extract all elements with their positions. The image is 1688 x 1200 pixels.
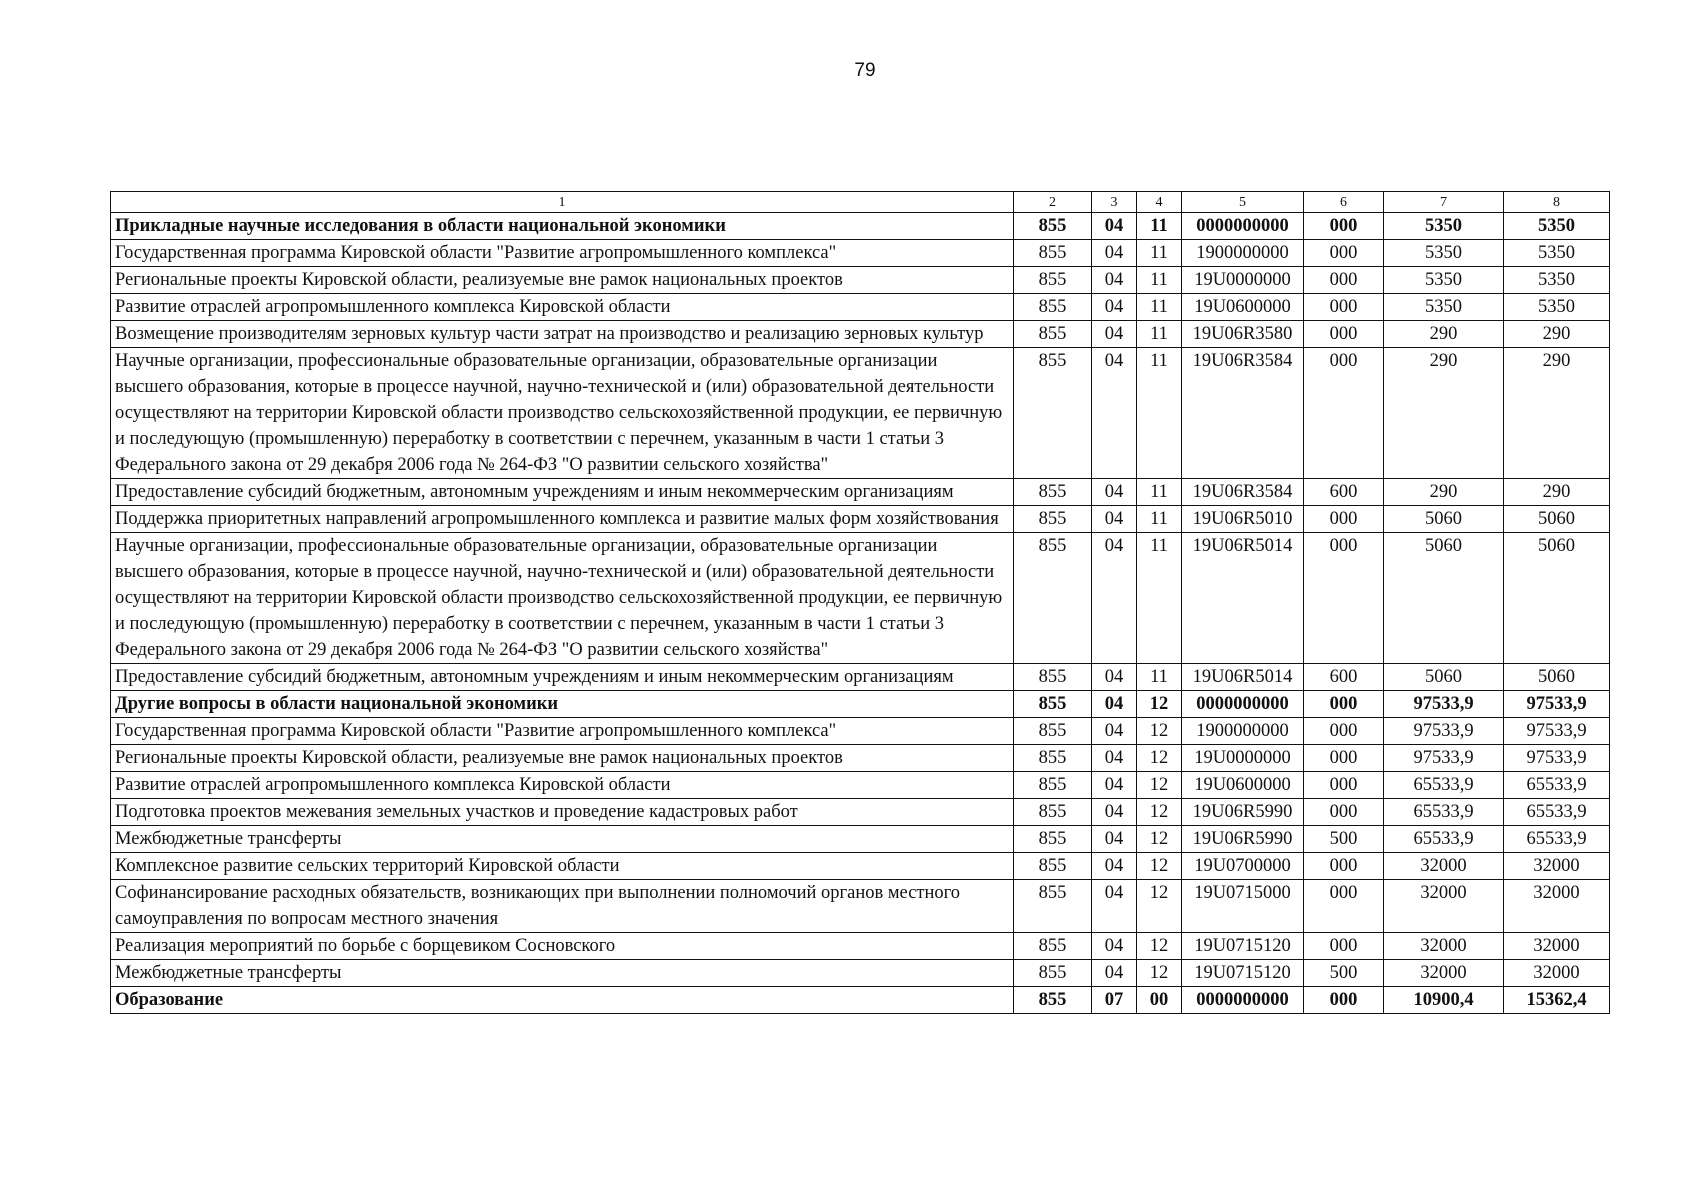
cell-3: 04 bbox=[1092, 691, 1137, 718]
cell-5: 1900000000 bbox=[1182, 240, 1304, 267]
cell-4: 12 bbox=[1137, 718, 1182, 745]
cell-4: 11 bbox=[1137, 533, 1182, 664]
cell-8: 32000 bbox=[1504, 880, 1610, 933]
row-name: Комплексное развитие сельских территорий Кировской области bbox=[111, 853, 1014, 880]
column-header: 8 bbox=[1504, 192, 1610, 213]
cell-2: 855 bbox=[1014, 506, 1092, 533]
row-name: Поддержка приоритетных направлений агропромышленного комплекса и развитие малых форм хозяйствования bbox=[111, 506, 1014, 533]
cell-3: 04 bbox=[1092, 826, 1137, 853]
cell-5: 19U06R3584 bbox=[1182, 479, 1304, 506]
cell-3: 07 bbox=[1092, 987, 1137, 1014]
cell-5: 0000000000 bbox=[1182, 987, 1304, 1014]
cell-3: 04 bbox=[1092, 348, 1137, 479]
cell-4: 12 bbox=[1137, 799, 1182, 826]
cell-4: 12 bbox=[1137, 826, 1182, 853]
cell-5: 19U06R5014 bbox=[1182, 533, 1304, 664]
cell-8: 290 bbox=[1504, 321, 1610, 348]
table-row bbox=[111, 960, 1610, 987]
cell-3: 04 bbox=[1092, 880, 1137, 933]
cell-2: 855 bbox=[1014, 533, 1092, 664]
cell-7: 97533,9 bbox=[1384, 745, 1504, 772]
cell-7: 5350 bbox=[1384, 267, 1504, 294]
cell-8: 97533,9 bbox=[1504, 691, 1610, 718]
cell-5: 19U06R5990 bbox=[1182, 826, 1304, 853]
table-row bbox=[111, 853, 1610, 880]
row-name: Межбюджетные трансферты bbox=[111, 826, 1014, 853]
cell-3: 04 bbox=[1092, 772, 1137, 799]
table-row bbox=[111, 933, 1610, 960]
row-name: Предоставление субсидий бюджетным, автономным учреждениям и иным некоммерческим организациям bbox=[111, 664, 1014, 691]
cell-6: 600 bbox=[1304, 664, 1384, 691]
cell-3: 04 bbox=[1092, 718, 1137, 745]
cell-7: 290 bbox=[1384, 321, 1504, 348]
table-row bbox=[111, 240, 1610, 267]
cell-8: 5350 bbox=[1504, 213, 1610, 240]
cell-5: 19U0715120 bbox=[1182, 933, 1304, 960]
table-row bbox=[111, 533, 1610, 664]
cell-5: 19U06R3580 bbox=[1182, 321, 1304, 348]
cell-2: 855 bbox=[1014, 267, 1092, 294]
cell-5: 19U06R5990 bbox=[1182, 799, 1304, 826]
table-row bbox=[111, 826, 1610, 853]
cell-2: 855 bbox=[1014, 987, 1092, 1014]
cell-6: 000 bbox=[1304, 294, 1384, 321]
table-row bbox=[111, 213, 1610, 240]
cell-8: 5350 bbox=[1504, 240, 1610, 267]
cell-2: 855 bbox=[1014, 213, 1092, 240]
row-name: Реализация мероприятий по борьбе с борщевиком Сосновского bbox=[111, 933, 1014, 960]
cell-8: 5060 bbox=[1504, 664, 1610, 691]
cell-4: 11 bbox=[1137, 664, 1182, 691]
cell-7: 5060 bbox=[1384, 664, 1504, 691]
cell-3: 04 bbox=[1092, 960, 1137, 987]
cell-2: 855 bbox=[1014, 826, 1092, 853]
row-name: Другие вопросы в области национальной экономики bbox=[111, 691, 1014, 718]
cell-2: 855 bbox=[1014, 933, 1092, 960]
cell-4: 11 bbox=[1137, 240, 1182, 267]
cell-6: 500 bbox=[1304, 826, 1384, 853]
table-row bbox=[111, 718, 1610, 745]
cell-4: 11 bbox=[1137, 294, 1182, 321]
cell-4: 12 bbox=[1137, 880, 1182, 933]
cell-7: 97533,9 bbox=[1384, 691, 1504, 718]
cell-2: 855 bbox=[1014, 718, 1092, 745]
row-name: Развитие отраслей агропромышленного комплекса Кировской области bbox=[111, 294, 1014, 321]
header-row bbox=[111, 192, 1610, 213]
cell-2: 855 bbox=[1014, 691, 1092, 718]
cell-6: 600 bbox=[1304, 479, 1384, 506]
cell-8: 32000 bbox=[1504, 960, 1610, 987]
cell-6: 000 bbox=[1304, 772, 1384, 799]
row-name: Научные организации, профессиональные образовательные организации, образовательные организации высшего образования, которые в процессе научной, научно-технической и (или) образовательной деятельности осуществляют на территории Кировской области производство сельскохозяйственной продукции, ее первичную и последующую (промышленную) переработку в соответствии с перечнем, указанным в части 1 статьи 3 Федерального закона от 29 декабря 2006 года № 264-ФЗ "О развитии сельского хозяйства" bbox=[111, 348, 1014, 479]
cell-6: 000 bbox=[1304, 933, 1384, 960]
cell-7: 5060 bbox=[1384, 533, 1504, 664]
cell-3: 04 bbox=[1092, 533, 1137, 664]
table-row bbox=[111, 294, 1610, 321]
cell-4: 12 bbox=[1137, 853, 1182, 880]
cell-6: 000 bbox=[1304, 240, 1384, 267]
cell-2: 855 bbox=[1014, 745, 1092, 772]
column-header: 7 bbox=[1384, 192, 1504, 213]
cell-8: 97533,9 bbox=[1504, 745, 1610, 772]
cell-3: 04 bbox=[1092, 933, 1137, 960]
cell-8: 65533,9 bbox=[1504, 799, 1610, 826]
cell-2: 855 bbox=[1014, 240, 1092, 267]
cell-6: 000 bbox=[1304, 321, 1384, 348]
cell-2: 855 bbox=[1014, 799, 1092, 826]
cell-2: 855 bbox=[1014, 853, 1092, 880]
cell-5: 19U0600000 bbox=[1182, 772, 1304, 799]
column-header: 2 bbox=[1014, 192, 1092, 213]
cell-4: 12 bbox=[1137, 933, 1182, 960]
cell-2: 855 bbox=[1014, 664, 1092, 691]
cell-7: 97533,9 bbox=[1384, 718, 1504, 745]
table-row bbox=[111, 321, 1610, 348]
table-row bbox=[111, 506, 1610, 533]
cell-6: 000 bbox=[1304, 348, 1384, 479]
cell-6: 000 bbox=[1304, 506, 1384, 533]
row-name: Межбюджетные трансферты bbox=[111, 960, 1014, 987]
row-name: Подготовка проектов межевания земельных участков и проведение кадастровых работ bbox=[111, 799, 1014, 826]
cell-5: 19U0715000 bbox=[1182, 880, 1304, 933]
cell-7: 5060 bbox=[1384, 506, 1504, 533]
cell-6: 000 bbox=[1304, 853, 1384, 880]
cell-4: 11 bbox=[1137, 506, 1182, 533]
cell-4: 11 bbox=[1137, 267, 1182, 294]
row-name: Региональные проекты Кировской области, реализуемые вне рамок национальных проектов bbox=[111, 745, 1014, 772]
cell-8: 290 bbox=[1504, 348, 1610, 479]
cell-5: 19U0715120 bbox=[1182, 960, 1304, 987]
cell-7: 290 bbox=[1384, 479, 1504, 506]
table-row bbox=[111, 799, 1610, 826]
cell-2: 855 bbox=[1014, 880, 1092, 933]
cell-3: 04 bbox=[1092, 799, 1137, 826]
cell-8: 290 bbox=[1504, 479, 1610, 506]
cell-4: 11 bbox=[1137, 321, 1182, 348]
cell-6: 000 bbox=[1304, 880, 1384, 933]
cell-7: 32000 bbox=[1384, 853, 1504, 880]
table-row bbox=[111, 479, 1610, 506]
cell-7: 5350 bbox=[1384, 294, 1504, 321]
cell-6: 000 bbox=[1304, 987, 1384, 1014]
cell-7: 32000 bbox=[1384, 880, 1504, 933]
cell-6: 000 bbox=[1304, 691, 1384, 718]
page-number: 79 bbox=[854, 60, 876, 81]
cell-3: 04 bbox=[1092, 321, 1137, 348]
cell-8: 5350 bbox=[1504, 294, 1610, 321]
cell-2: 855 bbox=[1014, 479, 1092, 506]
column-header: 1 bbox=[111, 192, 1014, 213]
cell-8: 15362,4 bbox=[1504, 987, 1610, 1014]
column-header: 5 bbox=[1182, 192, 1304, 213]
column-header: 6 bbox=[1304, 192, 1384, 213]
cell-7: 5350 bbox=[1384, 213, 1504, 240]
cell-4: 11 bbox=[1137, 479, 1182, 506]
cell-7: 5350 bbox=[1384, 240, 1504, 267]
column-header: 4 bbox=[1137, 192, 1182, 213]
cell-8: 5060 bbox=[1504, 506, 1610, 533]
cell-7: 32000 bbox=[1384, 933, 1504, 960]
cell-5: 19U0000000 bbox=[1182, 267, 1304, 294]
cell-8: 5060 bbox=[1504, 533, 1610, 664]
cell-4: 12 bbox=[1137, 960, 1182, 987]
cell-5: 19U06R5010 bbox=[1182, 506, 1304, 533]
cell-2: 855 bbox=[1014, 960, 1092, 987]
cell-7: 65533,9 bbox=[1384, 799, 1504, 826]
cell-3: 04 bbox=[1092, 267, 1137, 294]
cell-8: 5350 bbox=[1504, 267, 1610, 294]
cell-7: 290 bbox=[1384, 348, 1504, 479]
row-name: Развитие отраслей агропромышленного комплекса Кировской области bbox=[111, 772, 1014, 799]
cell-6: 000 bbox=[1304, 533, 1384, 664]
cell-5: 19U0600000 bbox=[1182, 294, 1304, 321]
cell-8: 97533,9 bbox=[1504, 718, 1610, 745]
cell-5: 19U0700000 bbox=[1182, 853, 1304, 880]
cell-6: 000 bbox=[1304, 213, 1384, 240]
cell-4: 12 bbox=[1137, 691, 1182, 718]
row-name: Софинансирование расходных обязательств, возникающих при выполнении полномочий органов местного самоуправления по вопросам местного значения bbox=[111, 880, 1014, 933]
cell-8: 32000 bbox=[1504, 933, 1610, 960]
row-name: Предоставление субсидий бюджетным, автономным учреждениям и иным некоммерческим организациям bbox=[111, 479, 1014, 506]
cell-3: 04 bbox=[1092, 853, 1137, 880]
row-name: Научные организации, профессиональные образовательные организации, образовательные организации высшего образования, которые в процессе научной, научно-технической и (или) образовательной деятельности осуществляют на территории Кировской области производство сельскохозяйственной продукции, ее первичную и последующую (промышленную) переработку в соответствии с перечнем, указанным в части 1 статьи 3 Федерального закона от 29 декабря 2006 года № 264-ФЗ "О развитии сельского хозяйства" bbox=[111, 533, 1014, 664]
cell-5: 19U0000000 bbox=[1182, 745, 1304, 772]
row-name: Прикладные научные исследования в области национальной экономики bbox=[111, 213, 1014, 240]
cell-3: 04 bbox=[1092, 240, 1137, 267]
cell-3: 04 bbox=[1092, 506, 1137, 533]
cell-2: 855 bbox=[1014, 348, 1092, 479]
table-row bbox=[111, 880, 1610, 933]
column-header: 3 bbox=[1092, 192, 1137, 213]
budget-table bbox=[110, 191, 1610, 1014]
row-name: Возмещение производителям зерновых культур части затрат на производство и реализацию зерновых культур bbox=[111, 321, 1014, 348]
table-body bbox=[111, 213, 1610, 1014]
cell-2: 855 bbox=[1014, 772, 1092, 799]
cell-6: 000 bbox=[1304, 718, 1384, 745]
cell-6: 000 bbox=[1304, 799, 1384, 826]
cell-3: 04 bbox=[1092, 213, 1137, 240]
cell-7: 65533,9 bbox=[1384, 826, 1504, 853]
table-row bbox=[111, 267, 1610, 294]
table-row bbox=[111, 745, 1610, 772]
cell-5: 0000000000 bbox=[1182, 213, 1304, 240]
cell-4: 12 bbox=[1137, 772, 1182, 799]
cell-7: 10900,4 bbox=[1384, 987, 1504, 1014]
row-name: Региональные проекты Кировской области, реализуемые вне рамок национальных проектов bbox=[111, 267, 1014, 294]
cell-5: 19U06R3584 bbox=[1182, 348, 1304, 479]
cell-6: 500 bbox=[1304, 960, 1384, 987]
cell-3: 04 bbox=[1092, 745, 1137, 772]
cell-5: 19U06R5014 bbox=[1182, 664, 1304, 691]
cell-4: 11 bbox=[1137, 213, 1182, 240]
cell-6: 000 bbox=[1304, 267, 1384, 294]
cell-4: 12 bbox=[1137, 745, 1182, 772]
table-row bbox=[111, 987, 1610, 1014]
cell-8: 65533,9 bbox=[1504, 826, 1610, 853]
cell-8: 65533,9 bbox=[1504, 772, 1610, 799]
row-name: Образование bbox=[111, 987, 1014, 1014]
table-row bbox=[111, 691, 1610, 718]
cell-4: 11 bbox=[1137, 348, 1182, 479]
row-name: Государственная программа Кировской области "Развитие агропромышленного комплекса" bbox=[111, 240, 1014, 267]
cell-5: 0000000000 bbox=[1182, 691, 1304, 718]
cell-7: 65533,9 bbox=[1384, 772, 1504, 799]
cell-2: 855 bbox=[1014, 294, 1092, 321]
row-name: Государственная программа Кировской области "Развитие агропромышленного комплекса" bbox=[111, 718, 1014, 745]
cell-3: 04 bbox=[1092, 294, 1137, 321]
cell-5: 1900000000 bbox=[1182, 718, 1304, 745]
cell-6: 000 bbox=[1304, 745, 1384, 772]
cell-4: 00 bbox=[1137, 987, 1182, 1014]
cell-2: 855 bbox=[1014, 321, 1092, 348]
cell-3: 04 bbox=[1092, 479, 1137, 506]
cell-8: 32000 bbox=[1504, 853, 1610, 880]
table-row bbox=[111, 664, 1610, 691]
cell-3: 04 bbox=[1092, 664, 1137, 691]
table-row bbox=[111, 348, 1610, 479]
table-row bbox=[111, 772, 1610, 799]
cell-7: 32000 bbox=[1384, 960, 1504, 987]
